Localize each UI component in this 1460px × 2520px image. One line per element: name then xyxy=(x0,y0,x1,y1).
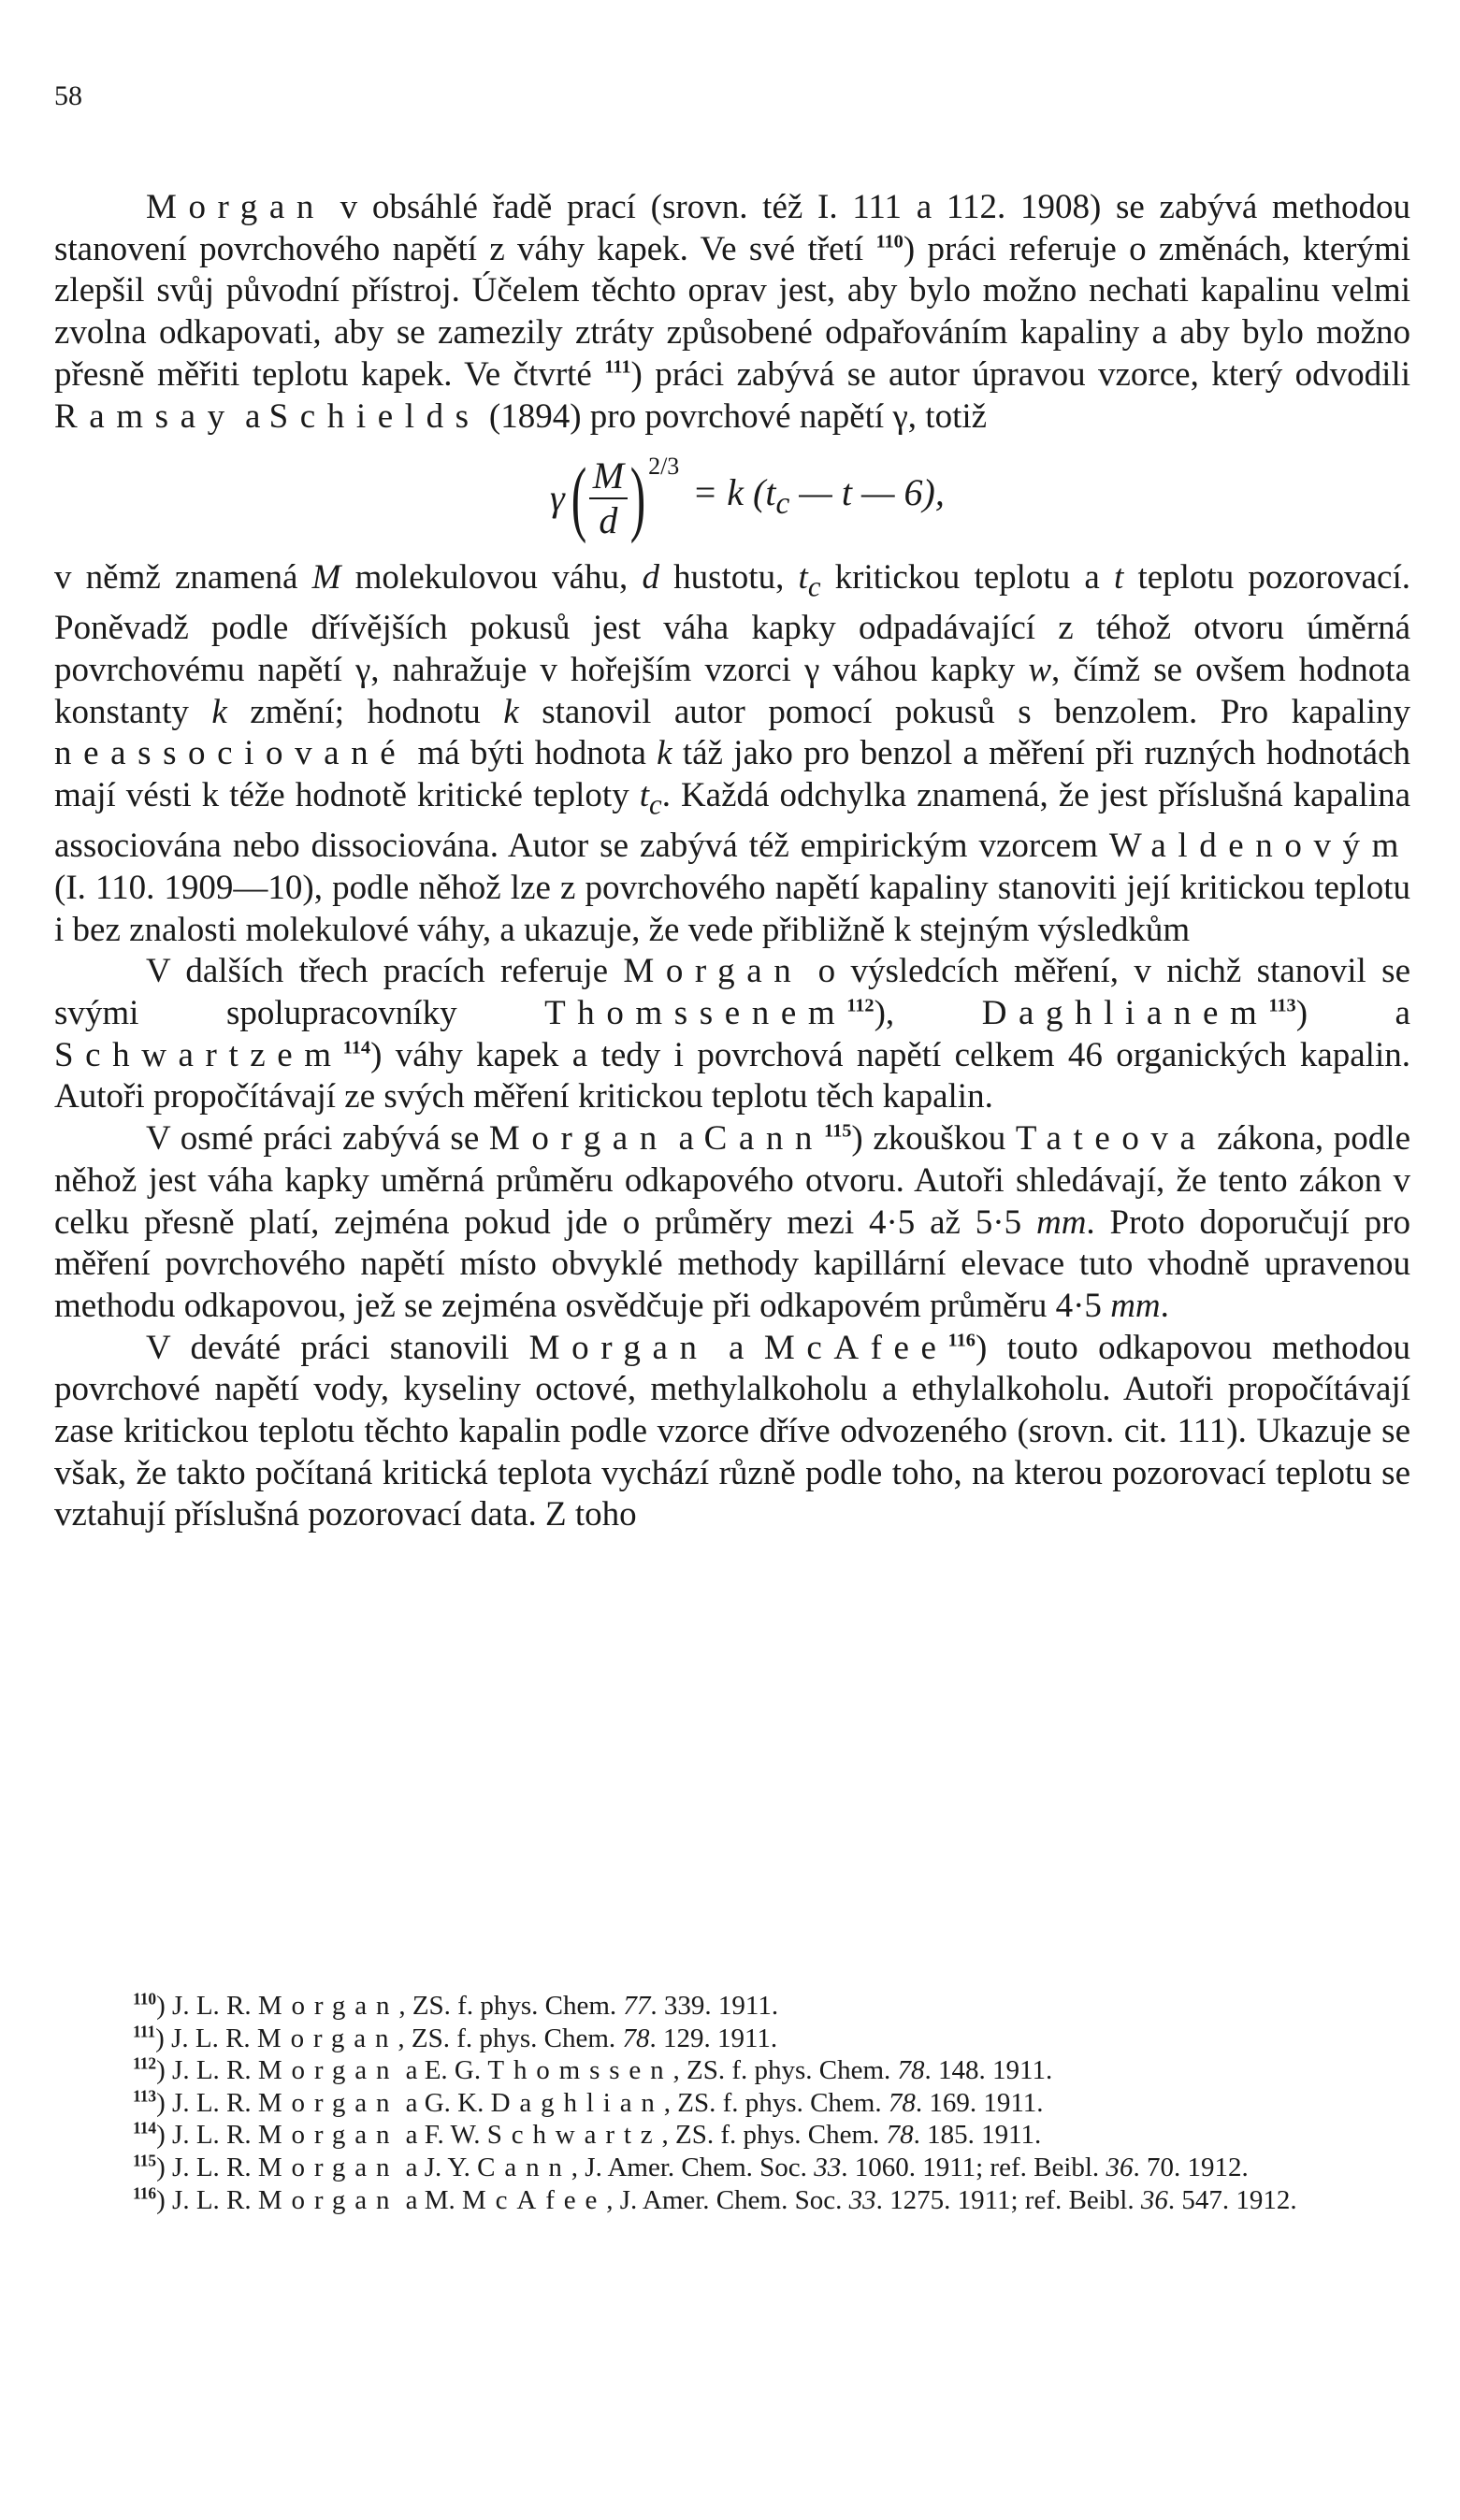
footnote xyxy=(54,2184,1410,2217)
italic-text: 77 xyxy=(623,1991,651,2021)
text-run: . 148. 1911. xyxy=(924,2055,1053,2086)
italic-text: M xyxy=(311,558,341,598)
spaced-name: Morgan xyxy=(257,2152,399,2182)
text-run: ) J. L. R. xyxy=(156,2087,258,2118)
footnote-ref: 116 xyxy=(947,1330,976,1351)
italic-text: w xyxy=(1028,651,1052,690)
spaced-name: Morgan xyxy=(257,1991,399,2021)
spaced-name: Morgan xyxy=(257,2120,399,2151)
formula-numerator: M xyxy=(589,454,628,499)
footnote-ref: 112 xyxy=(846,995,875,1016)
spaced-name: McAfee xyxy=(462,2184,607,2215)
spaced-name: Schwartzem xyxy=(54,1035,343,1074)
paragraph xyxy=(54,951,1410,1118)
text-run: , J. Amer. Chem. Soc. xyxy=(606,2184,849,2215)
text-run: ) práci referuje o změnách, kterými zlepšil svůj původní přístroj. Účelem těchto oprav jest, aby bylo možno nechati kapalinu velmi zvolna odkapovati, aby se zamezily ztráty způsobené odpařováním kapaliny a aby bylo možno přesně měřiti teplotu kapek. Ve čtvrté xyxy=(54,229,1410,394)
text-run: táž jako pro benzol a měření při ruzných hodnotách mají vésti k téže hodnotě kritické teploty xyxy=(54,734,1410,815)
formula-gamma: γ xyxy=(550,476,565,519)
text-run: ) práci zabývá se autor úpravou vzorce, který odvodili xyxy=(630,354,1410,394)
spaced-name: Ramsay xyxy=(54,396,237,436)
spaced-name: Morgan xyxy=(257,2055,399,2086)
text-run: V osmé práci zabývá se xyxy=(146,1119,489,1159)
spaced-name: Schwartz xyxy=(486,2120,662,2151)
text-run: , ZS. f. phys. Chem. xyxy=(663,2087,889,2118)
text-run: , čímž se ovšem hodnota konstanty xyxy=(54,651,1410,731)
page-number: 58 xyxy=(54,80,82,111)
text-run: ) zkouškou xyxy=(851,1119,1016,1159)
footnote-ref: 111 xyxy=(604,356,631,378)
formula-exponent: 2/3 xyxy=(648,452,680,480)
text-run: a xyxy=(668,1119,704,1159)
footnote-ref: 114 xyxy=(133,2118,157,2138)
text-run: a M. xyxy=(398,2184,463,2215)
formula-denominator: d xyxy=(599,499,618,542)
footnote-ref: 113 xyxy=(1268,995,1296,1016)
italic-text: d xyxy=(642,558,659,598)
spaced-name: Daghlian xyxy=(490,2087,664,2118)
subscript: c xyxy=(649,788,662,821)
spaced-name: Morgan xyxy=(257,2184,399,2215)
spaced-name: Morgan xyxy=(257,2087,399,2118)
text-run: hustotu, xyxy=(658,558,799,598)
text-run: ) J. L. R. xyxy=(155,2023,257,2053)
text-run: , J. Amer. Chem. Soc. xyxy=(571,2152,815,2182)
spaced-name: Daghlianem xyxy=(981,994,1269,1033)
italic-text: t xyxy=(639,776,650,815)
text-run: . 129. 1911. xyxy=(649,2023,778,2053)
footnote xyxy=(54,2152,1410,2184)
text-run: (1894) pro povrchové napětí γ, totiž xyxy=(480,396,988,436)
text-run: ) touto odkapovou methodou povrchové napětí vody, kyseliny octové, methylalkoholu a ethylalkoholu. Autoři propočítávají zase kritickou teplotu těchto kapalin podle vzorce dříve odvozeného (srovn. cit. 111). Ukazuje se však, že takto počítaná kritická teplota vychází různě podle toho, na kterou pozorovací teplotu se vztahují příslušná pozorovací data. Z toho xyxy=(54,1328,1410,1534)
paragraph xyxy=(54,557,1410,951)
formula-rhs-sub: c xyxy=(775,485,790,521)
text-run: ) J. L. R. xyxy=(156,2120,258,2151)
formula-paren-open: ( xyxy=(571,452,587,545)
text-run: ) J. L. R. xyxy=(156,2055,258,2086)
italic-text: mm xyxy=(1035,1202,1087,1242)
italic-text: 33 xyxy=(848,2184,876,2215)
text-run: , ZS. f. phys. Chem. xyxy=(398,1991,624,2021)
subscript: c xyxy=(807,570,821,603)
text-run: a G. K. xyxy=(398,2087,491,2118)
footnote-ref: 115 xyxy=(133,2151,157,2170)
text-run: . 70. 1912. xyxy=(1133,2152,1249,2182)
spaced-name: Schields xyxy=(268,396,481,436)
text-run: . 1275. 1911; ref. Beibl. xyxy=(875,2184,1141,2215)
italic-text: 33 xyxy=(814,2152,842,2182)
footnote-ref: 111 xyxy=(133,2021,156,2040)
italic-text: 36 xyxy=(1140,2184,1168,2215)
text-run: změní; hodnotu xyxy=(226,692,504,731)
footnote-ref: 114 xyxy=(342,1037,371,1058)
spaced-name: McAfee xyxy=(763,1328,948,1367)
text-run: V deváté práci stanovili xyxy=(146,1328,529,1367)
spaced-name: Morgan xyxy=(256,2023,398,2053)
text-run: a xyxy=(236,396,269,436)
text-run: , ZS. f. phys. Chem. xyxy=(661,2120,887,2151)
formula-fraction xyxy=(589,454,628,542)
text-run: . 547. 1912. xyxy=(1167,2184,1297,2215)
text-run: teplotu pozorovací. Poněvadž podle dřívějších pokusů jest váha kapky odpadávající z téhož otvoru úměrná povrchovému napětí γ, nahražuje v hořejším vzorci γ váhou kapky xyxy=(54,558,1411,690)
text-run: ) váhy kapek a tedy i povrchová napětí celkem 46 organických kapalin. Autoři propočítávají ze svých měření kritickou teplotu těch kapalin. xyxy=(54,1035,1410,1116)
footnote-ref: 115 xyxy=(824,1120,852,1142)
italic-text: mm xyxy=(1110,1286,1161,1325)
text-run: zákona, podle něhož jest váha kapky uměrná průměru odkapového otvoru. Autoři shledávají, že tento zákon v celku přesně platí, zejména pokud jde o průměry mezi 4·5 až 5·5 xyxy=(54,1119,1410,1242)
main-text xyxy=(54,187,1410,1536)
text-run: . 339. 1911. xyxy=(650,1991,779,2021)
text-run: a E. G. xyxy=(398,2055,488,2086)
text-run: ) a xyxy=(1295,994,1410,1033)
spaced-name: neassociované xyxy=(54,734,408,773)
text-run: ) J. L. R. xyxy=(156,1991,258,2021)
italic-text: 78 xyxy=(886,2120,914,2151)
text-run: v němž znamená xyxy=(54,558,312,598)
text-run: má býti hodnota xyxy=(407,734,658,773)
paragraph xyxy=(54,1328,1410,1537)
text-run: ), xyxy=(874,994,982,1033)
text-run: . 169. 1911. xyxy=(915,2087,1044,2118)
text-run: . 185. 1911. xyxy=(913,2120,1042,2151)
text-run: (I. 110. 1909—10), podle něhož lze z povrchového napětí kapaliny stanoviti její kritickou teplotu i bez znalosti molekulové váhy, a ukazuje, že vede přibližně k stejným výsledkům xyxy=(54,868,1410,949)
text-run: kritickou teplotu a xyxy=(820,558,1114,598)
text-run: a J. Y. xyxy=(398,2152,478,2182)
spaced-name: Thomssenem xyxy=(544,994,847,1033)
spaced-name: Cann xyxy=(477,2152,571,2182)
italic-text: 78 xyxy=(622,2023,650,2053)
text-run: , ZS. f. phys. Chem. xyxy=(398,2023,623,2053)
footnote-ref: 113 xyxy=(133,2086,157,2106)
footnote xyxy=(54,2054,1410,2087)
formula-rhs-tail: — t — 6), xyxy=(789,470,945,513)
spaced-name: Cann xyxy=(703,1119,825,1159)
italic-text: 78 xyxy=(897,2055,925,2086)
text-run: v obsáhlé řadě prací (srovn. též I. 111 a 112. 1908) se zabývá methodou stanovení povrchového napětí z váhy kapek. Ve své třetí xyxy=(54,188,1410,268)
text-run: . Každá odchylka znamená, že jest příslušná kapalina associována nebo dissociována. Autor se zabývá též empirickým vzorcem xyxy=(54,776,1410,866)
formula-paren-close: ) xyxy=(629,452,646,545)
text-run: . Proto doporučují pro měření povrchového napětí místo obvyklé methody kapillární elevace tuto vhodně upravenou methodu odkapovou, jež se zejména osvědčuje při odkapovém průměru 4·5 xyxy=(54,1202,1410,1325)
text-run: ) J. L. R. xyxy=(156,2152,258,2182)
text-run: stanovil autor pomocí pokusů s benzolem. Pro kapaliny xyxy=(518,692,1410,731)
formula xyxy=(54,438,1410,557)
italic-text: k xyxy=(503,692,519,731)
footnote xyxy=(54,2023,1410,2055)
italic-text: 36 xyxy=(1106,2152,1134,2182)
text-run: . 1060. 1911; ref. Beibl. xyxy=(841,2152,1106,2182)
footnote-ref: 112 xyxy=(133,2053,157,2073)
italic-text: 78 xyxy=(888,2087,916,2118)
footnote xyxy=(54,1990,1410,2023)
text-run: ) J. L. R. xyxy=(156,2184,258,2215)
italic-text: k xyxy=(657,734,672,773)
footnotes xyxy=(54,1990,1410,2216)
spaced-name: Morgan xyxy=(623,952,803,991)
text-run: o výsledcích měření, v nichž stanovil se svými spolupracovníky xyxy=(54,952,1410,1033)
italic-text: t xyxy=(1113,558,1124,598)
footnote-ref: 116 xyxy=(133,2182,157,2202)
footnote xyxy=(54,2119,1410,2152)
paragraph xyxy=(54,1118,1410,1328)
footnote xyxy=(54,2087,1410,2120)
footnote-ref: 110 xyxy=(133,1989,157,2009)
text-run: , ZS. f. phys. Chem. xyxy=(672,2055,898,2086)
text-run: a F. W. xyxy=(398,2120,487,2151)
spaced-name: Morgan xyxy=(528,1328,709,1367)
spaced-name: Tateova xyxy=(1015,1119,1207,1159)
italic-text: k xyxy=(211,692,227,731)
spaced-name: Thomssen xyxy=(487,2055,673,2086)
formula-rhs xyxy=(692,472,945,526)
text-run: molekulovou váhu, xyxy=(340,558,643,598)
italic-text: t xyxy=(798,558,808,598)
paragraph xyxy=(54,187,1410,438)
footnote-ref: 110 xyxy=(875,231,903,252)
text-run: V dalších třech pracích referuje xyxy=(146,952,624,991)
text-run: a xyxy=(708,1328,764,1367)
formula-rhs-head: = k (t xyxy=(692,470,776,513)
text-run: . xyxy=(1160,1286,1169,1325)
spaced-name: Morgan xyxy=(146,188,325,226)
spaced-name: Morgan xyxy=(488,1119,669,1159)
spaced-name: Waldenovým xyxy=(1108,827,1410,866)
